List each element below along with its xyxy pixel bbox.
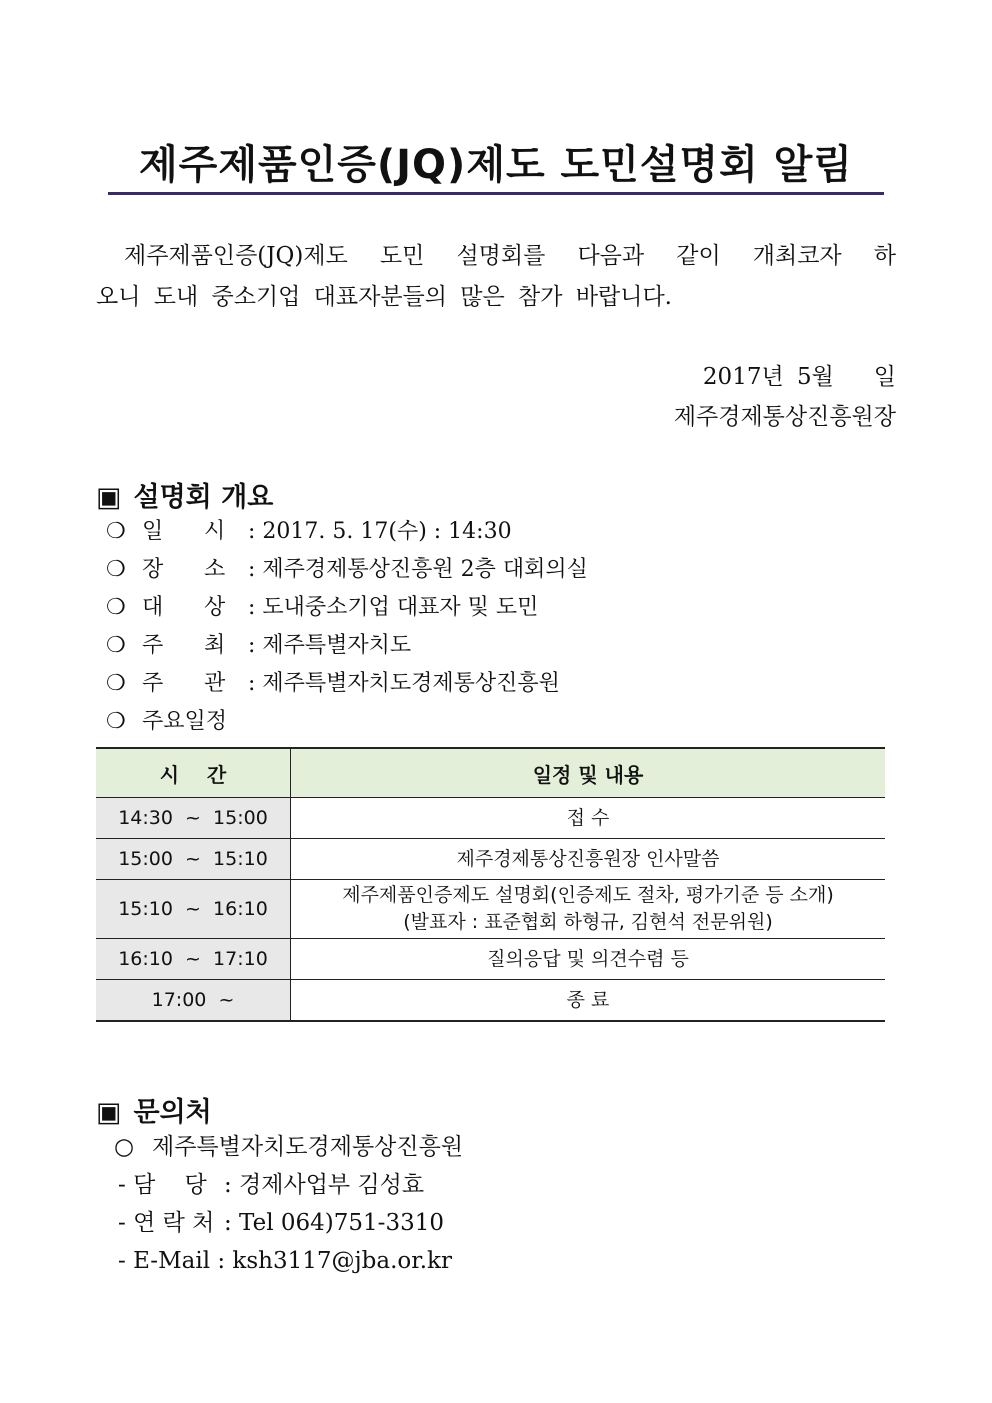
item-value: : 제주특별자치도경제통상진흥원 bbox=[248, 671, 560, 696]
item-value: : 2017. 5. 17(수) : 14:30 bbox=[248, 519, 512, 544]
item-value: : 도내중소기업 대표자 및 도민 bbox=[248, 595, 539, 620]
item-label: 관 bbox=[204, 671, 226, 696]
contact-heading-text: 문의처 bbox=[133, 1097, 212, 1128]
overview-heading bbox=[96, 475, 273, 514]
title-underline bbox=[108, 192, 884, 195]
item-value: : 제주특별자치도 bbox=[248, 633, 412, 658]
header-content: 일정 및 내용 bbox=[291, 748, 886, 798]
row-time: 17:00 ~ bbox=[96, 980, 291, 1022]
square-bullet-icon: ▣ bbox=[96, 482, 122, 513]
item-label: 주 bbox=[142, 633, 164, 658]
list-item bbox=[106, 513, 588, 551]
circle-bullet-icon: ❍ bbox=[106, 519, 126, 544]
table-row bbox=[96, 980, 885, 1022]
table-row bbox=[96, 839, 885, 880]
contact-org-name: 제주특별자치도경제통상진흥원 bbox=[152, 1134, 464, 1160]
row-content: 종 료 bbox=[291, 980, 886, 1022]
list-item bbox=[108, 1204, 463, 1242]
item-label: 최 bbox=[204, 633, 226, 658]
row-content-line-2: (발표자 : 표준협회 하형규, 김현석 전문위원) bbox=[403, 911, 773, 933]
item-label: 시 bbox=[204, 519, 226, 544]
row-time: 16:10 ~ 17:10 bbox=[96, 939, 291, 980]
item-label: 장 bbox=[142, 557, 164, 582]
circle-bullet-icon: ❍ bbox=[106, 671, 126, 696]
circle-bullet-icon: ❍ bbox=[106, 595, 126, 620]
list-item bbox=[106, 551, 588, 589]
row-content: 제주경제통상진흥원장 인사말씀 bbox=[291, 839, 886, 880]
contact-list bbox=[108, 1128, 463, 1280]
intro-line-2: 오니 도내 중소기업 대표자분들의 많은 참가 바랍니다. bbox=[96, 284, 672, 310]
intro-line-1: 제주제품인증(JQ)제도 도민 설명회를 다음과 같이 개최코자 하 bbox=[124, 243, 896, 269]
item-label: 소 bbox=[204, 557, 226, 582]
list-item bbox=[108, 1166, 463, 1204]
contact-heading bbox=[96, 1090, 212, 1129]
item-label: 대 bbox=[142, 595, 164, 620]
contact-org bbox=[108, 1128, 463, 1166]
list-item bbox=[106, 589, 588, 627]
list-item bbox=[106, 703, 588, 741]
contact-label: - 연 락 처 bbox=[118, 1210, 215, 1236]
overview-heading-text: 설명회 개요 bbox=[133, 482, 274, 513]
contact-label: - 담 당 bbox=[118, 1172, 207, 1198]
circle-bullet-icon: ❍ bbox=[106, 709, 126, 734]
table-row bbox=[96, 798, 885, 839]
header-time: 시 간 bbox=[96, 748, 291, 798]
page-title: 제주제품인증(JQ)제도 도민설명회 알림 bbox=[139, 142, 853, 188]
circle-bullet-icon: ❍ bbox=[106, 557, 126, 582]
row-content: 질의응답 및 의견수렴 등 bbox=[291, 939, 886, 980]
small-circle-bullet-icon: ○ bbox=[114, 1134, 135, 1160]
title-block bbox=[108, 140, 884, 195]
table-row bbox=[96, 880, 885, 939]
item-label: 주 bbox=[142, 671, 164, 696]
contact-value: : Tel 064)751-3310 bbox=[224, 1210, 444, 1236]
item-value: : 제주경제통상진흥원 2층 대회의실 bbox=[248, 557, 588, 582]
row-time: 15:00 ~ 15:10 bbox=[96, 839, 291, 880]
contact-label: - E-Mail bbox=[118, 1248, 211, 1274]
overview-list bbox=[106, 513, 588, 741]
row-time: 15:10 ~ 16:10 bbox=[96, 880, 291, 939]
item-label: 상 bbox=[204, 595, 226, 620]
schedule-label: 주요일정 bbox=[142, 709, 228, 734]
item-label: 일 bbox=[142, 519, 164, 544]
row-content: 접 수 bbox=[291, 798, 886, 839]
square-bullet-icon: ▣ bbox=[96, 1097, 122, 1128]
table-row bbox=[96, 939, 885, 980]
list-item bbox=[106, 627, 588, 665]
circle-bullet-icon: ❍ bbox=[106, 633, 126, 658]
notice-date: 2017년 5월 일 bbox=[702, 364, 896, 390]
table-header-row bbox=[96, 748, 885, 798]
intro-paragraph bbox=[96, 236, 896, 318]
contact-email[interactable]: : ksh3117@jba.or.kr bbox=[217, 1248, 452, 1274]
schedule-table bbox=[96, 747, 885, 1022]
list-item bbox=[108, 1242, 463, 1280]
contact-value: : 경제사업부 김성효 bbox=[224, 1172, 425, 1198]
list-item bbox=[106, 665, 588, 703]
organizer-signature: 제주경제통상진흥원장 bbox=[673, 404, 896, 430]
row-content-line-1: 제주제품인증제도 설명회(인증제도 절차, 평가기준 등 소개) bbox=[342, 884, 834, 906]
row-time: 14:30 ~ 15:00 bbox=[96, 798, 291, 839]
row-content bbox=[291, 880, 886, 939]
